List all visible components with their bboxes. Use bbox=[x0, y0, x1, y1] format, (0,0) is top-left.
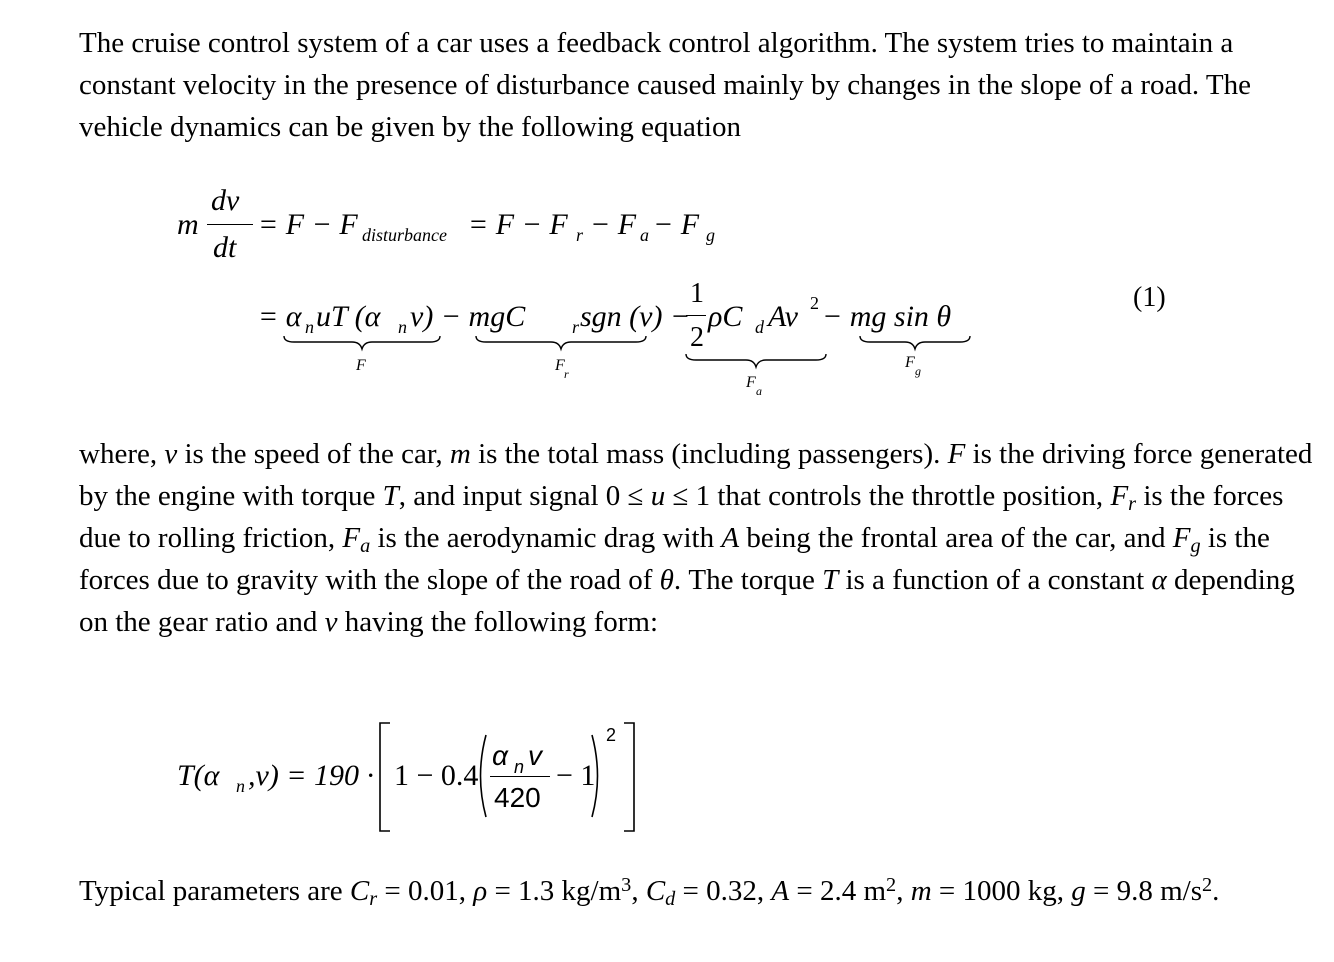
eq2-num-alpha: α bbox=[492, 740, 508, 771]
eq1-minus-fg: − F bbox=[653, 208, 700, 241]
eq1-label-fg-sub: g bbox=[915, 364, 921, 378]
eq1-underbrace-fr bbox=[476, 336, 646, 350]
eq1-sq-sup: 2 bbox=[810, 293, 819, 313]
parameters-paragraph: Typical parameters are $C_r = 0.01$, ρ = 1.3 $kg/m^3$, $C_d = 0.32$, A = 2.4 $m^2$, m = 1000 kg, g = 9.8 $m/s^2$. bbox=[79, 873, 1220, 911]
eq1-line2-c: v) − mgC bbox=[410, 300, 526, 333]
eq1-g-sub: g bbox=[706, 225, 715, 245]
eq1-d-sub: d bbox=[755, 317, 764, 337]
eq2-one-minus: 1 − 0.4 bbox=[394, 759, 479, 792]
eq1-label-f: F bbox=[356, 357, 366, 374]
eq1-fraction-bar bbox=[207, 224, 253, 225]
eq1-label-fa-sub: a bbox=[756, 384, 762, 398]
eq1-line2-g: − mg sin θ bbox=[822, 300, 952, 333]
eq2-fraction-bar bbox=[490, 776, 550, 777]
eq1-n-sub-2: n bbox=[398, 317, 407, 337]
eq1-line2-a: = α bbox=[258, 300, 302, 333]
definitions-paragraph: where, v is the speed of the car, m is the total mass (including passengers). F is the driving force generated by the engine with torque T, and input signal 0 ≤ u ≤ 1 that controls the throttle position, $F_r$ is the forces due to rolling friction, $F_a$ is the aerodynamic drag with A being the frontal area of the car, and $F_g$ is the forces due to gravity with the slope of the road of θ. The torque T is a function of a constant α depending on the gear ratio and v having the following form: bbox=[79, 438, 1313, 638]
eq1-line2-f: Av bbox=[768, 300, 798, 333]
eq1-line1-a: = F − F bbox=[258, 208, 358, 241]
eq2-right-bracket bbox=[622, 722, 636, 832]
eq2-right-paren bbox=[590, 734, 604, 818]
eq1-label-fr-sub: r bbox=[564, 367, 569, 381]
eq2-den: 420 bbox=[494, 782, 541, 813]
eq1-dv: dv bbox=[211, 184, 240, 217]
eq1-line2-b: uT (α bbox=[316, 300, 381, 333]
eq2-exponent: 2 bbox=[606, 725, 617, 745]
eq2-lhs2: ,v) = 190 · bbox=[248, 759, 375, 792]
eq1-line2-e: ρC bbox=[708, 300, 743, 333]
eq1-underbrace-fg bbox=[860, 336, 970, 350]
eq2-minus1: − 1 bbox=[556, 759, 596, 792]
eq2-num-n: n bbox=[514, 757, 525, 777]
eq1-a-sub: a bbox=[640, 225, 649, 245]
eq1-r-sub-2: r bbox=[572, 317, 580, 337]
eq1-disturbance-sub: disturbance bbox=[362, 225, 447, 245]
intro-paragraph: The cruise control system of a car uses a feedback control algorithm. The system tries to maintain a constant velocity in the presence of disturbance caused mainly by changes in the slope of a road. The vehicle dynamics can be given by the following equation bbox=[79, 27, 1251, 143]
eq1-label-fa: F bbox=[746, 374, 756, 391]
eq2-left-paren bbox=[474, 734, 488, 818]
eq1-line1-b: = F − F bbox=[468, 208, 568, 241]
eq1-number: (1) bbox=[1133, 282, 1166, 313]
eq2-n-sub: n bbox=[236, 776, 245, 796]
eq1-half-den: 2 bbox=[690, 322, 704, 353]
eq1-underbrace-f bbox=[284, 336, 440, 350]
eq1-r-sub: r bbox=[576, 225, 584, 245]
eq1-m: m bbox=[177, 208, 199, 241]
eq1-dt: dt bbox=[213, 231, 237, 264]
eq1-half-bar bbox=[686, 315, 706, 316]
eq2-left-bracket bbox=[378, 722, 392, 832]
eq2-lhs: T(α bbox=[177, 759, 220, 792]
eq1-label-fg: F bbox=[905, 354, 915, 371]
eq1-minus-fa: − F bbox=[590, 208, 637, 241]
eq2-num-v: v bbox=[528, 740, 542, 771]
eq1-n-sub-1: n bbox=[305, 317, 314, 337]
eq1-underbrace-fa bbox=[686, 354, 826, 368]
eq1-label-fr: F bbox=[555, 357, 565, 374]
eq1-line2-d: sgn (v) − bbox=[580, 300, 691, 333]
eq1-half-num: 1 bbox=[690, 278, 704, 309]
